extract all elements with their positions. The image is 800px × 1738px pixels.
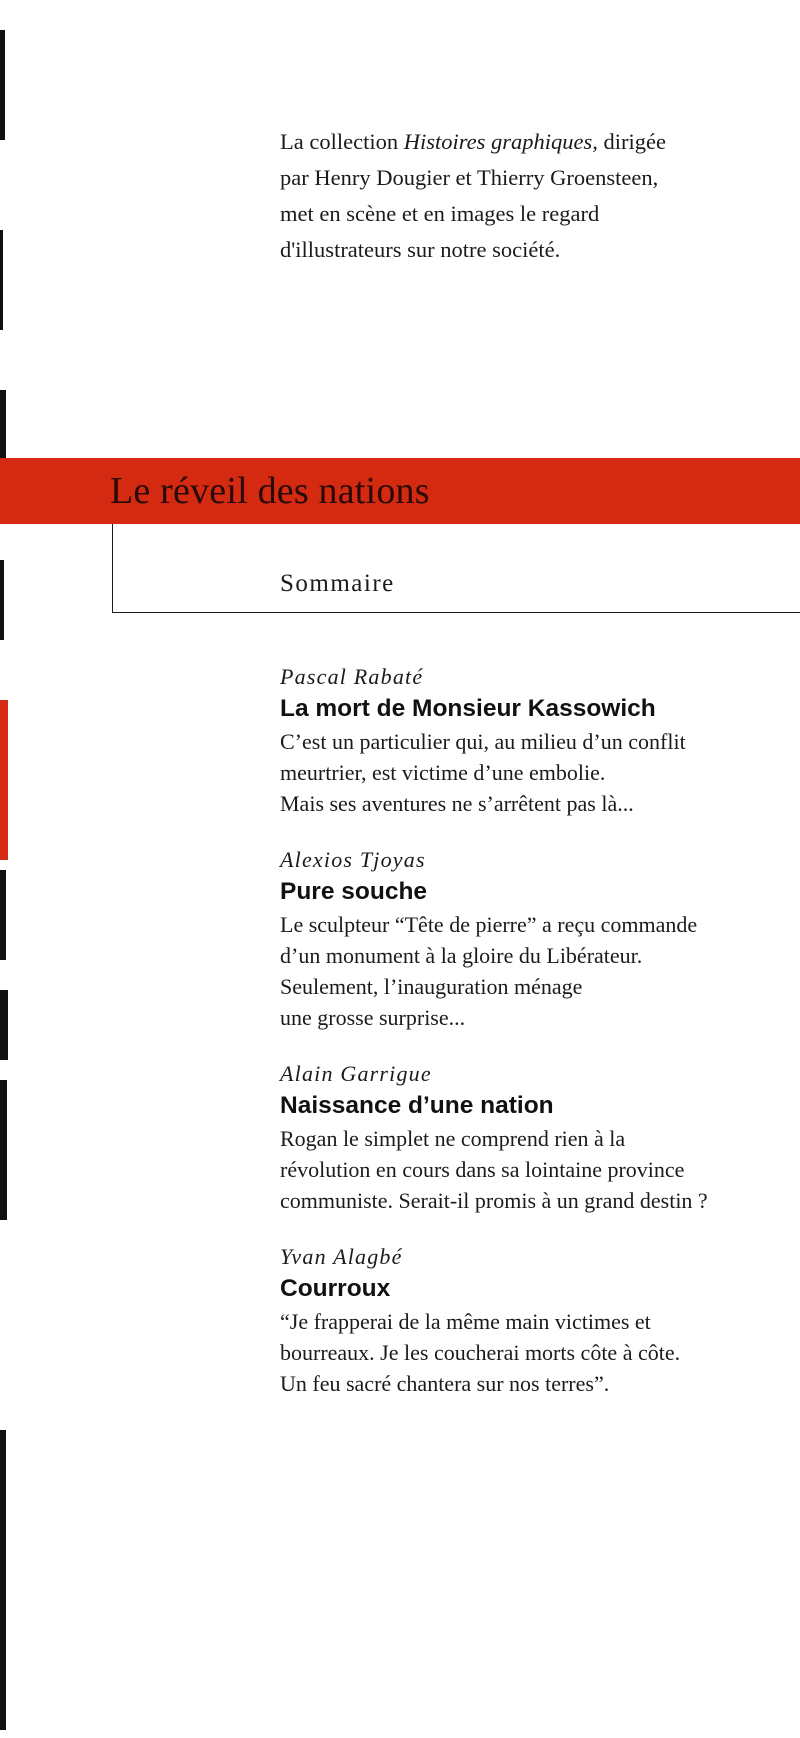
intro-line-3: met en scène et en images le regard xyxy=(280,201,600,226)
description-line: bourreaux. Je les coucherai morts côte à côte. xyxy=(280,1340,681,1365)
book-title: Le réveil des nations xyxy=(110,470,430,512)
story-item xyxy=(280,662,780,819)
collection-intro xyxy=(280,124,760,268)
story-title: Naissance d’une nation xyxy=(280,1092,554,1119)
story-item xyxy=(280,1242,780,1399)
intro-line-1-end: dirigée xyxy=(597,129,666,154)
description-line: C’est un particulier qui, au milieu d’un conflit xyxy=(280,729,686,754)
story-description xyxy=(280,726,780,819)
description-line: Rogan le simplet ne comprend rien à la xyxy=(280,1126,626,1151)
intro-line-2: par Henry Dougier et Thierry Groensteen, xyxy=(280,165,659,190)
description-line: meurtrier, est victime d’une embolie. xyxy=(280,760,606,785)
description-line: Seulement, l’inauguration ménage xyxy=(280,974,583,999)
collection-name: Histoires graphiques, xyxy=(403,129,598,154)
story-title: Pure souche xyxy=(280,878,428,905)
story-author: Yvan Alagbé xyxy=(280,1244,403,1269)
description-line: Mais ses aventures ne s’arrêtent pas là... xyxy=(280,791,634,816)
story-item xyxy=(280,1059,780,1216)
description-line: d’un monument à la gloire du Libérateur. xyxy=(280,943,643,968)
left-edge-illustration xyxy=(0,0,10,1738)
story-description xyxy=(280,909,780,1033)
intro-line-4: d'illustrateurs sur notre société. xyxy=(280,237,561,262)
intro-line-1-start: La collection xyxy=(280,129,404,154)
story-description xyxy=(280,1123,780,1216)
story-description xyxy=(280,1306,780,1399)
story-list xyxy=(280,662,780,1425)
sommaire-heading: Sommaire xyxy=(280,570,395,597)
story-author: Alexios Tjoyas xyxy=(280,847,426,872)
description-line: une grosse surprise... xyxy=(280,1005,466,1030)
story-author: Pascal Rabaté xyxy=(280,664,424,689)
story-author: Alain Garrigue xyxy=(280,1061,432,1086)
story-item xyxy=(280,845,780,1033)
description-line: Le sculpteur “Tête de pierre” a reçu commande xyxy=(280,912,698,937)
description-line: communiste. Serait-il promis à un grand destin ? xyxy=(280,1188,708,1213)
story-title: Courroux xyxy=(280,1275,391,1302)
intro-line-1 xyxy=(280,124,760,160)
description-line: révolution en cours dans sa lointaine province xyxy=(280,1157,685,1182)
story-title: La mort de Monsieur Kassowich xyxy=(280,695,656,722)
description-line: Un feu sacré chantera sur nos terres”. xyxy=(280,1371,610,1396)
sommaire-frame xyxy=(112,524,800,613)
description-line: “Je frapperai de la même main victimes et xyxy=(280,1309,651,1334)
